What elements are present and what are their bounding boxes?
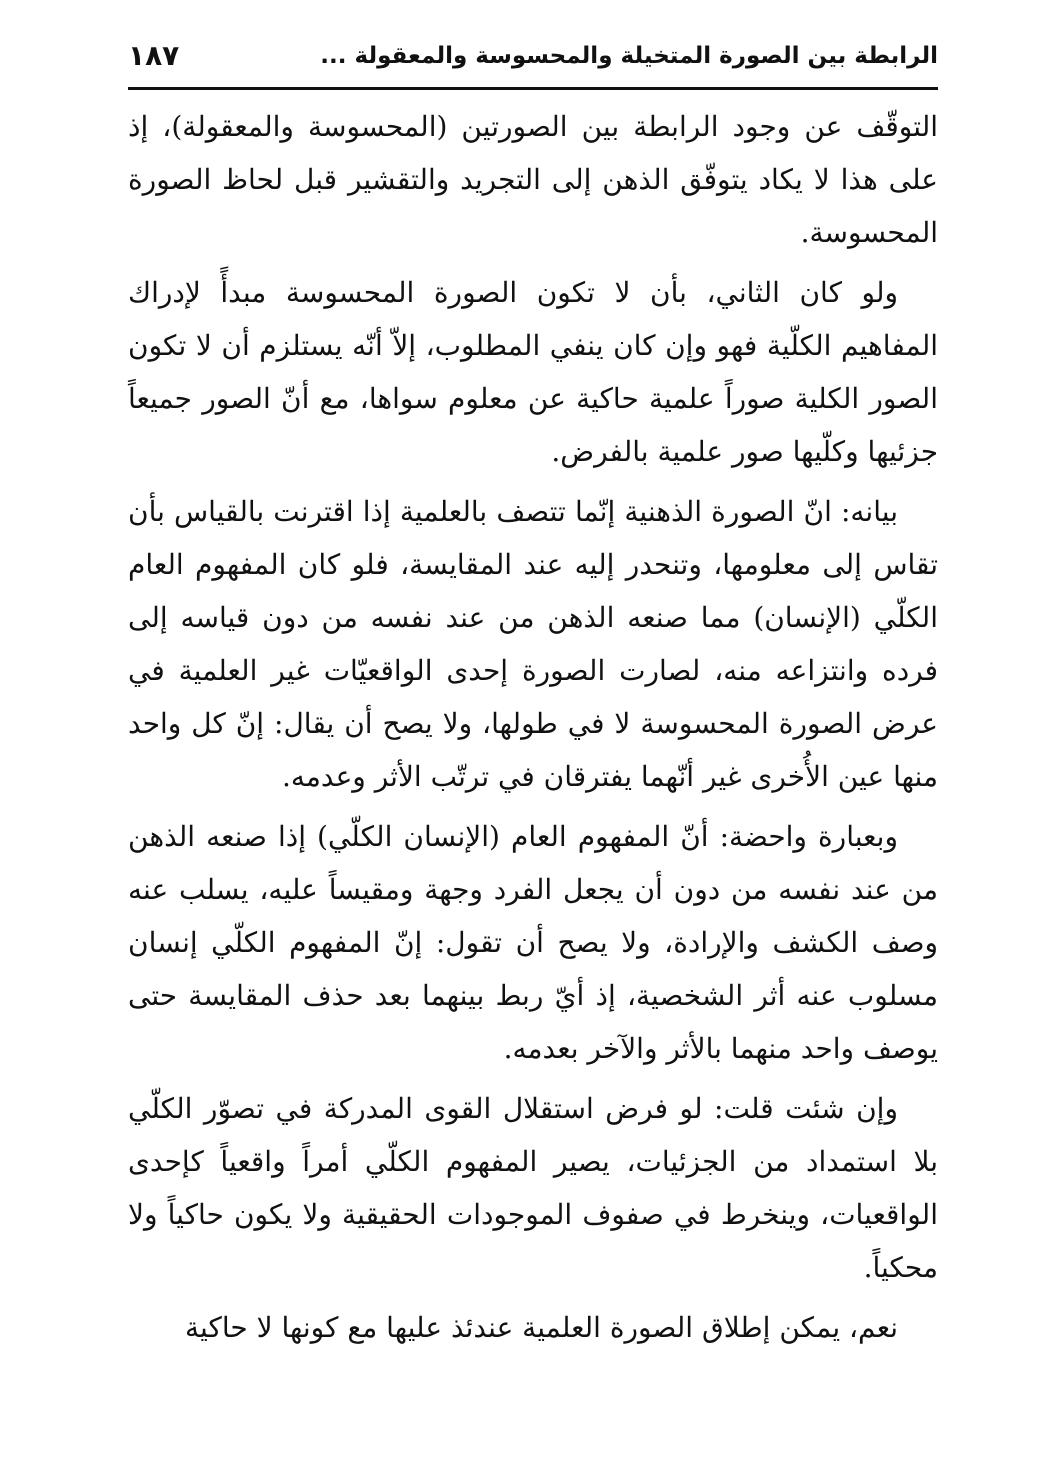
page-header: [128, 28, 938, 88]
page-number: ١٨٧: [128, 39, 180, 72]
paragraph: وبعبارة واحضة: أنّ المفهوم العام (الإنسان الكلّي) إذا صنعه الذهن من عند نفسه من دون أن يجعل الفرد وجهة ومقيساً عليه، يسلب عنه وصف الكشف والإرادة، ولا يصح أن تقول: إنّ المفهوم الكلّي إنسان مسلوب عنه أثر الشخصية، إذ أيّ ربط بينهما بعد حذف المقايسة حتى يوصف واحد منهما بالأثر والآخر بعدمه.: [128, 820, 938, 1065]
running-title: الرابطة بين الصورة المتخيلة والمحسوسة والمعقولة ...: [320, 43, 938, 69]
header-rule: [128, 87, 938, 90]
body-text: [128, 100, 938, 1361]
paragraph: التوقّف عن وجود الرابطة بين الصورتين (المحسوسة والمعقولة)، إذ على هذا لا يكاد يتوفّق الذهن إلى التجريد والتقشير قبل لحاظ الصورة المحسوسة.: [128, 110, 938, 249]
paragraph: بيانه: انّ الصورة الذهنية إنّما تتصف بالعلمية إذا اقترنت بالقياس بأن تقاس إلى معلومها، وتنحدر إليه عند المقايسة، فلو كان المفهوم العام الكلّي (الإنسان) مما صنعه الذهن من عند نفسه من دون قياسه إلى فرده وانتزاعه منه، لصارت الصورة إحدى الواقعيّات غير العلمية في عرض الصورة المحسوسة لا في طولها، ولا يصح أن يقال: إنّ كل واحد منها عين الأُخرى غير أنّهما يفترقان في ترتّب الأثر وعدمه.: [128, 495, 938, 793]
paragraph: ولو كان الثاني، بأن لا تكون الصورة المحسوسة مبدأً لإدراك المفاهيم الكلّية فهو وإن كان ينفي المطلوب، إلاّ أنّه يستلزم أن لا تكون الصور الكلية صوراً علمية حاكية عن معلوم سواها، مع أنّ الصور جميعاً جزئيها وكلّيها صور علمية بالفرض.: [128, 276, 938, 468]
paragraph: نعم، يمكن إطلاق الصورة العلمية عندئذ عليها مع كونها لا حاكية: [185, 1311, 898, 1344]
paragraph: وإن شئت قلت: لو فرض استقلال القوى المدركة في تصوّر الكلّي بلا استمداد من الجزئيات، يصير المفهوم الكلّي أمراً واقعياً كإحدى الواقعيات، وينخرط في صفوف الموجودات الحقيقية ولا يكون حاكياً ولا محكياً.: [128, 1092, 938, 1284]
